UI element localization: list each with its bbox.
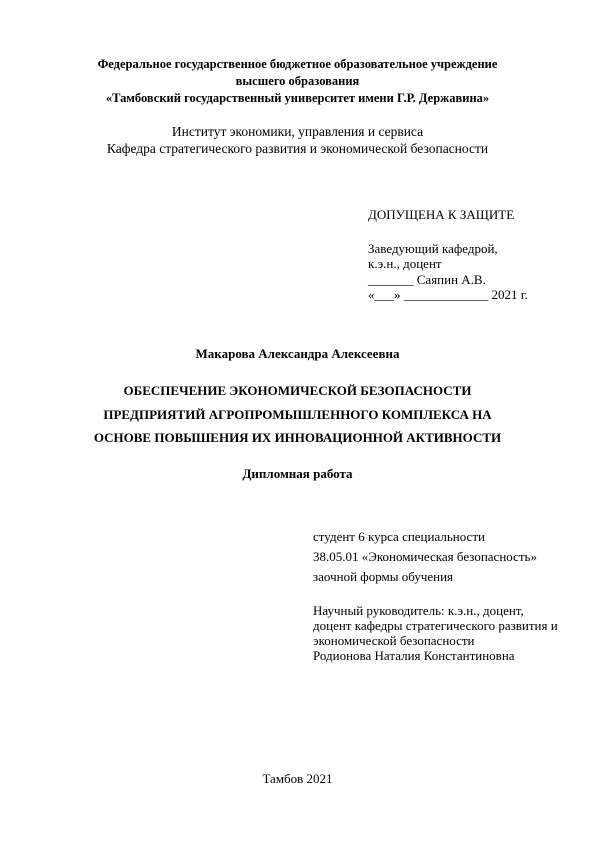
approval-date: «___» _____________ 2021 г.: [368, 287, 528, 302]
advisor-line-1: Научный руководитель: к.э.н., доцент,: [313, 603, 524, 618]
city-year: Тамбов 2021: [262, 771, 333, 786]
approval-position: Заведующий кафедрой,: [368, 240, 498, 256]
advisor-line-2: доцент кафедры стратегического развития и: [313, 618, 558, 633]
approval-heading: ДОПУЩЕНА К ЗАЩИТЕ: [368, 207, 515, 222]
approval-degree: к.э.н., доцент: [368, 256, 442, 271]
work-type: Дипломная работа: [242, 466, 353, 481]
chair-name: Кафедра стратегического развития и экономической безопасности: [106, 141, 489, 156]
advisor-info: [313, 603, 558, 663]
title-line-2: ПРЕДПРИЯТИЙ АГРОПРОМЫШЛЕННОГО КОМПЛЕКСА НА: [103, 406, 492, 422]
student-line-3: заочной формы обучения: [313, 569, 454, 584]
thesis-title: [0, 379, 595, 450]
organization-line-1: Федеральное государственное бюджетное образовательное учреждение: [97, 57, 498, 71]
institute-name: Институт экономики, управления и сервиса: [171, 124, 424, 139]
organization-header: [0, 56, 595, 107]
advisor-line-4: Родионова Наталия Константиновна: [313, 648, 515, 663]
approval-signature: _______ Саяпин А.В.: [368, 271, 486, 287]
title-line-1: ОБЕСПЕЧЕНИЕ ЭКОНОМИЧЕСКОЙ БЕЗОПАСНОСТИ: [123, 383, 472, 398]
approval-block: [368, 207, 528, 303]
title-line-3: ОСНОВЕ ПОВЫШЕНИЯ ИХ ИННОВАЦИОННОЙ АКТИВНОСТИ: [93, 430, 502, 445]
advisor-line-3: экономической безопасности: [313, 633, 475, 648]
student-info: [313, 527, 537, 587]
organization-line-2: высшего образования: [235, 74, 360, 88]
student-line-1: студент 6 курса специальности: [313, 529, 485, 544]
author-name: Макарова Александра Алексеевна: [195, 346, 400, 361]
department-block: [0, 123, 595, 157]
organization-line-3: «Тамбовский государственный университет имени Г.Р. Державина»: [105, 91, 490, 105]
student-line-2: 38.05.01 «Экономическая безопасность»: [313, 549, 537, 564]
